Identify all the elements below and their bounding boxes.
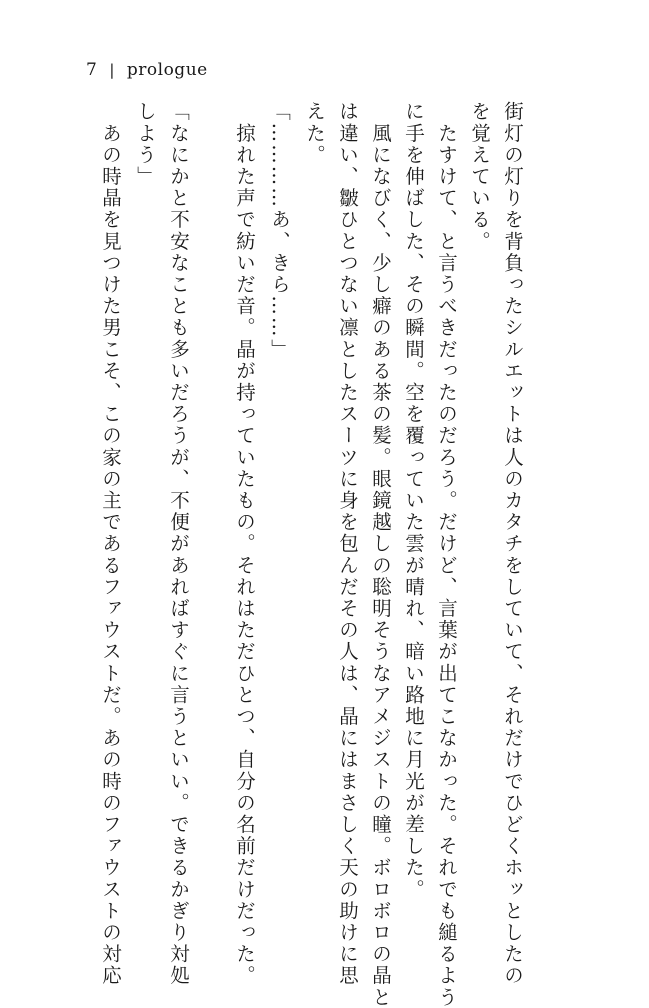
text-line: に手を伸ばした、その瞬間。空を覆っていた雲が晴れ、暗い路地に月光が差した。 xyxy=(402,101,425,901)
text-line: 風になびく、少し癖のある茶の髪。眼鏡越しの聡明そうなアメジストの瞳。ボロボロの晶と xyxy=(369,101,392,1008)
text-line: 掠れた声で紡いだ音。晶が持っていたもの。それはただひとつ、自分の名前だけだった。 xyxy=(233,101,256,987)
text-line: 「なにかと不安なことも多いだろうが、不便があればすぐに言うといい。できるかぎり対処 xyxy=(167,101,190,987)
text-line: は違い、皺ひとつない凛としたスーツに身を包んだその人は、晶にはまさしく天の助けに思 xyxy=(336,101,359,987)
header-separator: | xyxy=(109,61,115,79)
text-line: あの時晶を見つけた男こそ、この家の主であるファウストだ。あの時のファウストの対応 xyxy=(99,101,122,987)
section-title: prologue xyxy=(126,60,208,80)
text-line: を覚えている。 xyxy=(468,101,491,253)
page-number: 7 xyxy=(86,60,98,80)
text-line: 「…………あ、きら……」 xyxy=(268,101,291,361)
text-line: 街灯の灯りを背負ったシルエットは人のカタチをしていて、それだけでひどくホッとしたの xyxy=(501,101,524,987)
text-line: たすけて、と言うべきだったのだろう。だけど、言葉が出てこなかった。それでも縋るよう xyxy=(435,101,458,1008)
running-header xyxy=(86,58,208,82)
text-line: えた。 xyxy=(303,101,326,166)
text-line: しよう」 xyxy=(134,101,157,188)
